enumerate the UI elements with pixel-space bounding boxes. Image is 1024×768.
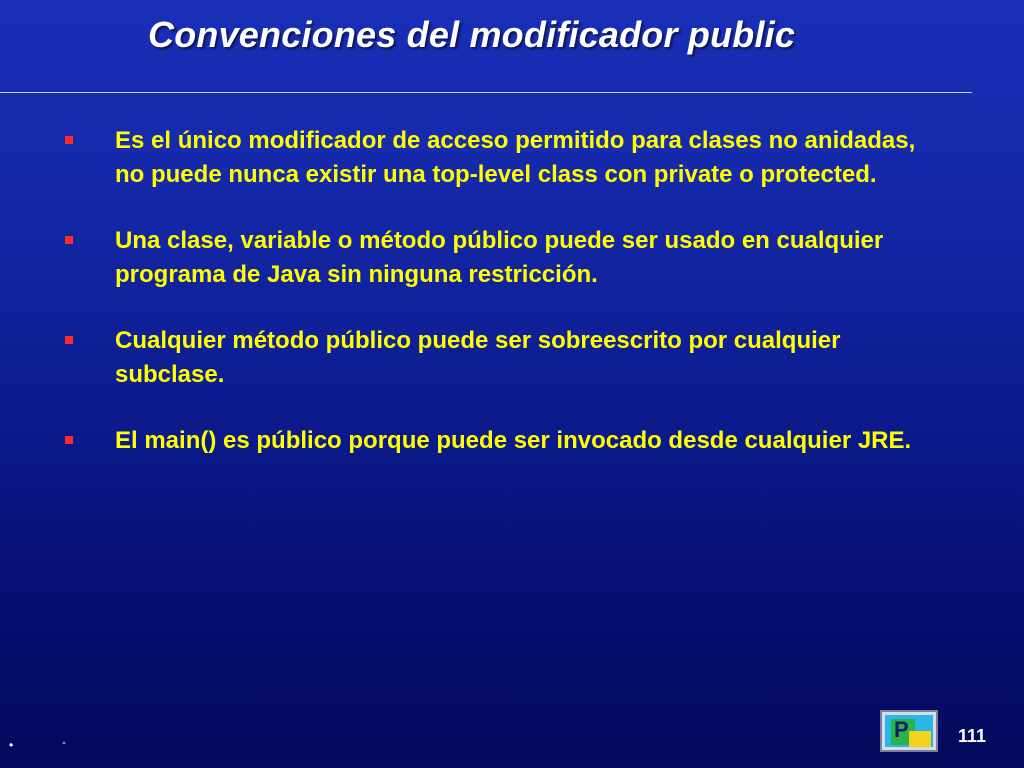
bullet-text: Es el único modificador de acceso permitido para clases no anidadas, no puede nunca existir una top-level class con private o protected.	[115, 127, 916, 188]
logo-yellow-block	[909, 731, 931, 747]
bullet-item	[62, 424, 942, 458]
footer-dash: -	[62, 735, 66, 749]
square-bullet-icon	[65, 136, 73, 144]
square-bullet-icon	[65, 436, 73, 444]
bullet-item	[62, 324, 942, 392]
square-bullet-icon	[65, 236, 73, 244]
slide-title: Convenciones del modificador public	[148, 14, 796, 55]
bullet-text: Una clase, variable o método público puede ser usado en cualquier programa de Java sin ninguna restricción.	[115, 227, 884, 288]
square-bullet-icon	[65, 336, 73, 344]
title-divider	[0, 92, 972, 93]
page-number: 111	[958, 726, 987, 746]
bullet-item	[62, 224, 942, 292]
footer-dot: •	[9, 738, 14, 752]
bullet-item	[62, 124, 942, 192]
bullet-text: El main() es público porque puede ser invocado desde cualquier JRE.	[115, 427, 912, 454]
logo-background	[885, 715, 933, 747]
bullet-list	[62, 124, 942, 490]
bullet-text: Cualquier método público puede ser sobreescrito por cualquier subclase.	[115, 327, 841, 388]
jfree-logo-icon	[880, 710, 938, 752]
logo-letter: P	[894, 717, 909, 742]
